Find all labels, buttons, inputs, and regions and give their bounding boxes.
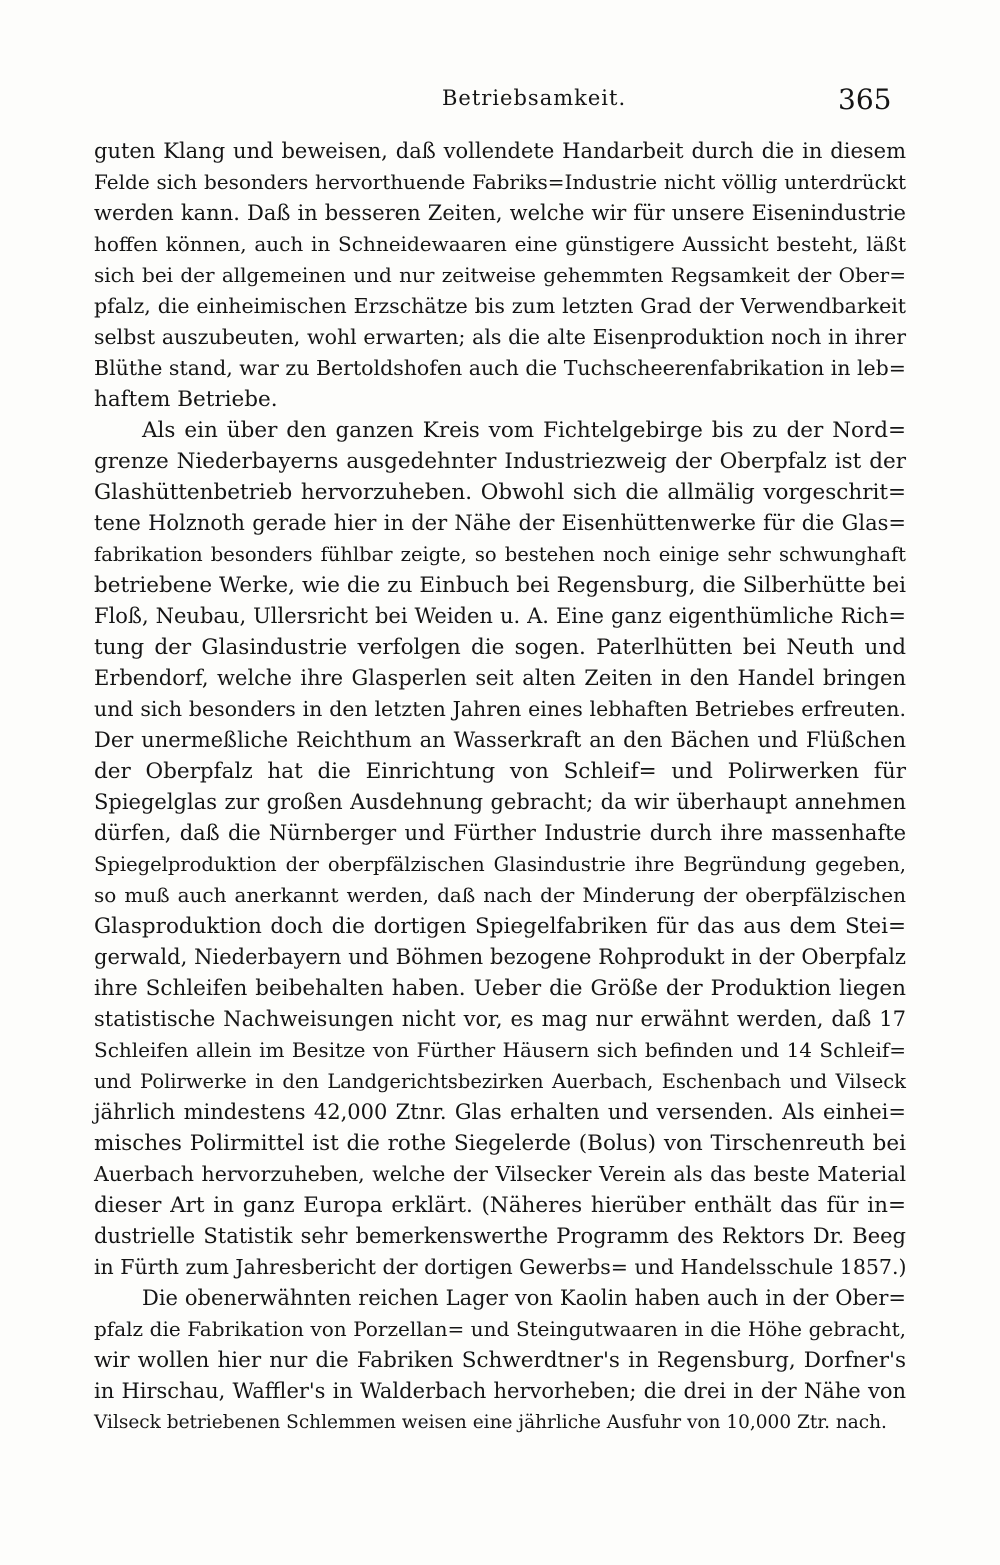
text-line: selbst auszubeuten, wohl erwarten; als die alte Eisenproduktion noch in ihrer bbox=[94, 325, 906, 349]
text-line: statistische Nachweisungen nicht vor, es mag nur erwähnt werden, daß 17 bbox=[94, 1007, 906, 1031]
text-line: Spiegelproduktion der oberpfälzischen Glasindustrie ihre Begründung gegeben, bbox=[94, 853, 906, 876]
text-line: sich bei der allgemeinen und nur zeitweise gehemmten Regsamkeit der Ober= bbox=[94, 263, 906, 287]
text-line: dustrielle Statistik sehr bemerkenswerthe Programm des Rektors Dr. Beeg bbox=[94, 1224, 906, 1248]
text-line: betriebene Werke, wie die zu Einbuch bei Regensburg, die Silberhütte bei bbox=[94, 573, 906, 598]
text-line: Auerbach hervorzuheben, welche der Vilsecker Verein als das beste Material bbox=[94, 1162, 906, 1186]
text-line: in Fürth zum Jahresbericht der dortigen Gewerbs= und Handelsschule 1857.) bbox=[94, 1255, 907, 1279]
text-line: gerwald, Niederbayern und Böhmen bezogene Rohprodukt in der Oberpfalz bbox=[94, 945, 906, 969]
text-line: fabrikation besonders fühlbar zeigte, so bestehen noch einige sehr schwunghaft bbox=[94, 543, 906, 566]
text-line: Als ein über den ganzen Kreis vom Fichtelgebirge bis zu der Nord= bbox=[142, 418, 906, 443]
text-line: dürfen, daß die Nürnberger und Fürther Industrie durch ihre massenhafte bbox=[94, 821, 906, 845]
text-line: und Polirwerke in den Landgerichtsbezirken Auerbach, Eschenbach und Vilseck bbox=[94, 1070, 906, 1093]
text-line: Felde sich besonders hervorthuende Fabriks=Industrie nicht völlig unterdrückt bbox=[94, 170, 906, 194]
text-line: ihre Schleifen beibehalten haben. Ueber die Größe der Produktion liegen bbox=[94, 976, 906, 1001]
text-line: werden kann. Daß in besseren Zeiten, welche wir für unsere Eisenindustrie bbox=[94, 201, 906, 225]
running-title: Betriebsamkeit. bbox=[442, 86, 627, 110]
body-text bbox=[94, 136, 906, 1438]
text-line: grenze Niederbayerns ausgedehnter Industriezweig der Oberpfalz ist der bbox=[94, 449, 906, 474]
text-line: und sich besonders in den letzten Jahren eines lebhaften Betriebes erfreuten. bbox=[94, 697, 906, 721]
text-line: guten Klang und beweisen, daß vollendete Handarbeit durch die in diesem bbox=[94, 139, 906, 163]
text-line: Glasproduktion doch die dortigen Spiegelfabriken für das aus dem Stei= bbox=[94, 914, 906, 939]
running-head bbox=[0, 83, 1000, 120]
text-line: Floß, Neubau, Ullersricht bei Weiden u. A. Eine ganz eigenthümliche Rich= bbox=[94, 604, 906, 628]
text-line: Der unermeßliche Reichthum an Wasserkraft an den Bächen und Flüßchen bbox=[94, 728, 906, 752]
text-line: Die obenerwähnten reichen Lager von Kaolin haben auch in der Ober= bbox=[142, 1286, 906, 1310]
text-line: der Oberpfalz hat die Einrichtung von Schleif= und Polirwerken für bbox=[94, 759, 906, 784]
text-line: wir wollen hier nur die Fabriken Schwerdtner's in Regensburg, Dorfner's bbox=[94, 1348, 906, 1373]
text-line: tung der Glasindustrie verfolgen die sogen. Paterlhütten bei Neuth und bbox=[94, 635, 906, 660]
text-line: in Hirschau, Waffler's in Walderbach hervorheben; die drei in der Nähe von bbox=[94, 1379, 906, 1403]
text-line: tene Holznoth gerade hier in der Nähe der Eisenhüttenwerke für die Glas= bbox=[94, 511, 906, 535]
text-line: so muß auch anerkannt werden, daß nach der Minderung der oberpfälzischen bbox=[94, 883, 906, 907]
text-line: Schleifen allein im Besitze von Fürther Häusern sich befinden und 14 Schleif= bbox=[94, 1038, 906, 1062]
text-line: haftem Betriebe. bbox=[94, 387, 278, 412]
page-number: 365 bbox=[838, 83, 892, 116]
text-line: Spiegelglas zur großen Ausdehnung gebracht; da wir überhaupt annehmen bbox=[94, 790, 906, 814]
text-line: Erbendorf, welche ihre Glasperlen seit alten Zeiten in den Handel bringen bbox=[94, 666, 906, 690]
text-line: dieser Art in ganz Europa erklärt. (Näheres hierüber enthält das für in= bbox=[94, 1193, 906, 1218]
text-line: misches Polirmittel ist die rothe Siegelerde (Bolus) von Tirschenreuth bei bbox=[94, 1131, 906, 1156]
text-line: Blüthe stand, war zu Bertoldshofen auch die Tuchscheerenfabrikation in leb= bbox=[94, 356, 906, 380]
text-line: Vilseck betriebenen Schlemmen weisen eine jährliche Ausfuhr von 10,000 Ztr. nach. bbox=[94, 1412, 887, 1433]
text-line: hoffen können, auch in Schneidewaaren eine günstigere Aussicht besteht, läßt bbox=[94, 232, 906, 256]
text-line: jährlich mindestens 42,000 Ztnr. Glas erhalten und versenden. Als einhei= bbox=[94, 1100, 906, 1124]
text-line: Glashüttenbetrieb hervorzuheben. Obwohl sich die allmälig vorgeschrit= bbox=[94, 480, 906, 505]
text-line: pfalz die Fabrikation von Porzellan= und Steingutwaaren in die Höhe gebracht, bbox=[94, 1317, 906, 1341]
text-line: pfalz, die einheimischen Erzschätze bis zum letzten Grad der Verwendbarkeit bbox=[94, 294, 906, 318]
